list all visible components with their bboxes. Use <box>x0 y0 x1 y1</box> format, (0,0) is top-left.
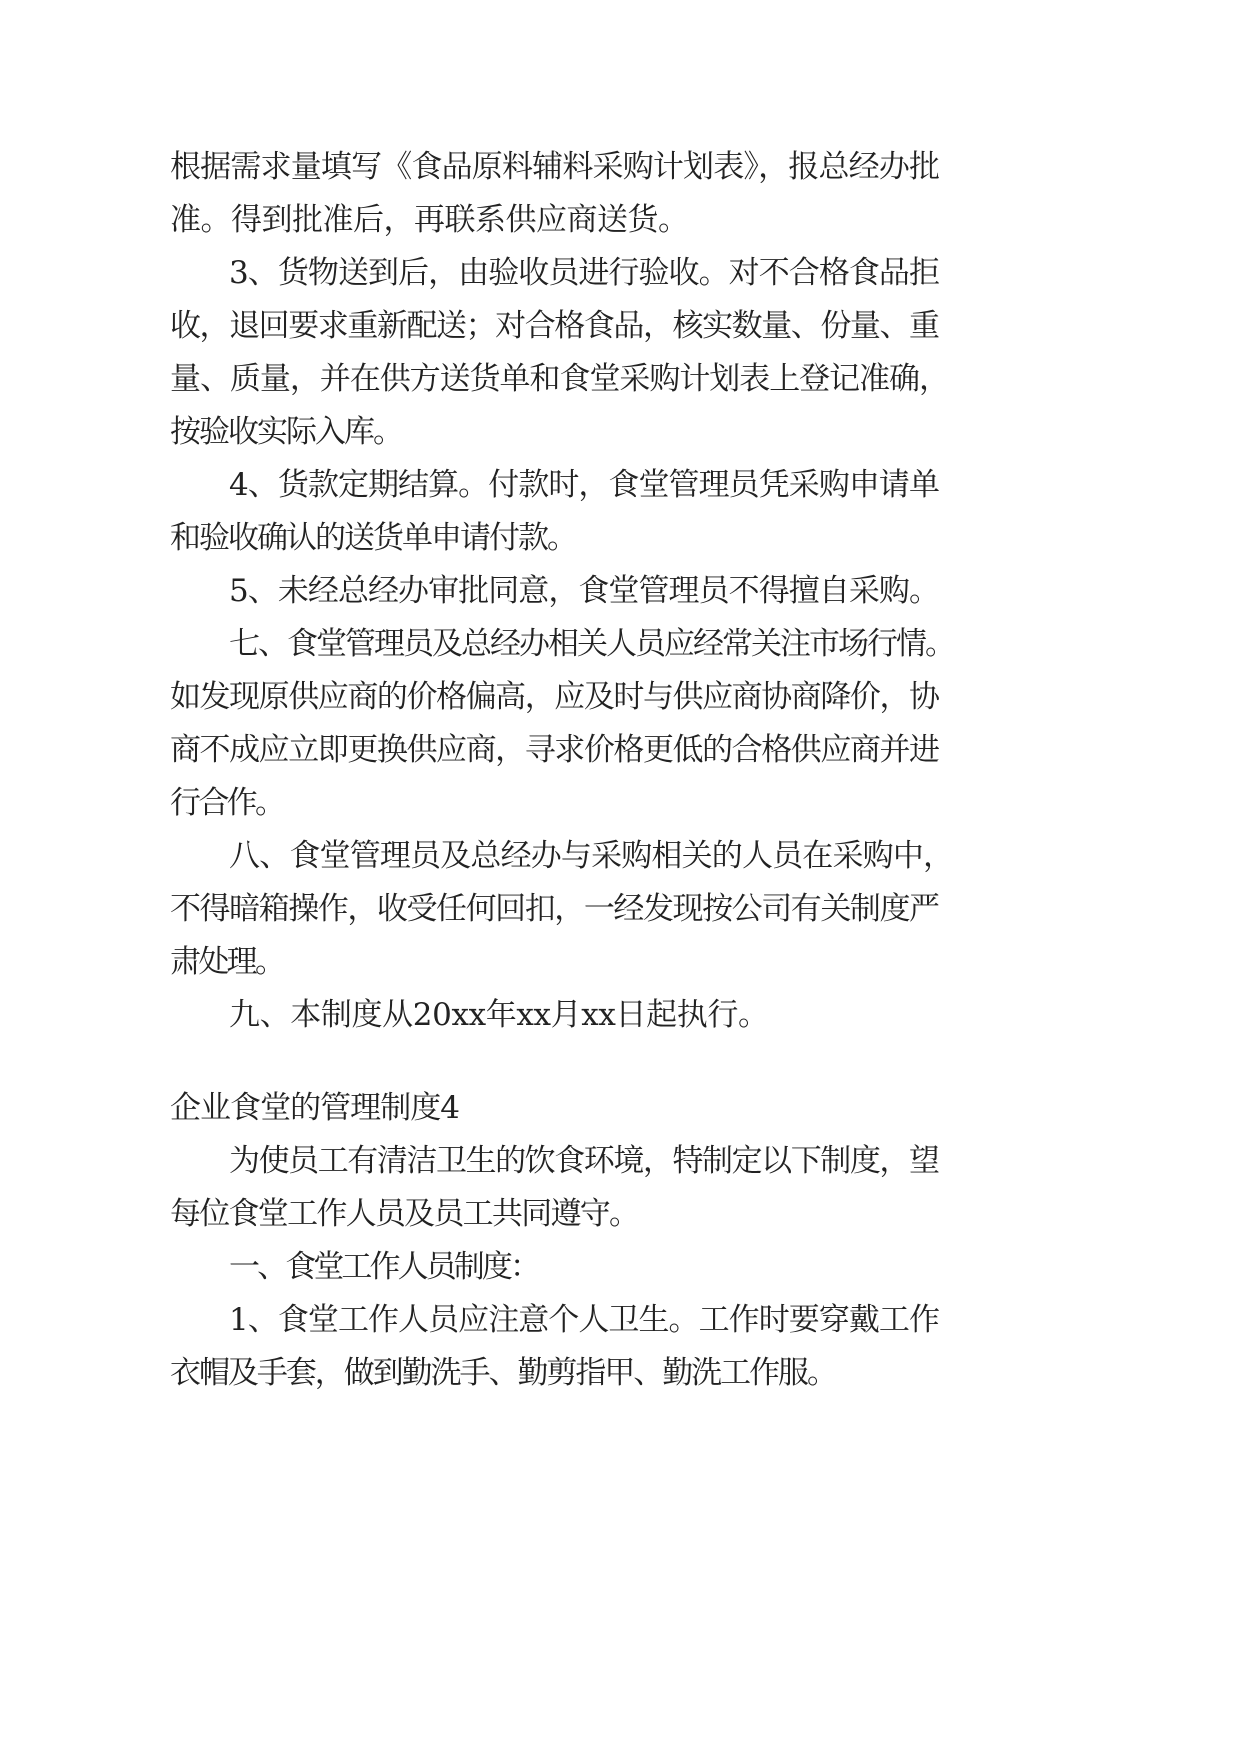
paragraph-line <box>0 1194 1241 1234</box>
line-text: 如发现原供应商的价格偏高，应及时与供应商协商降价，协 <box>170 679 939 715</box>
line-text: 收，退回要求重新配送；对合格食品，核实数量、份量、重 <box>170 308 939 344</box>
paragraph-line <box>0 306 1241 346</box>
line-text: 根据需求量填写《食品原料辅料采购计划表》，报总经办批 <box>170 149 940 185</box>
line-text: 商不成应立即更换供应商，寻求价格更低的合格供应商并进 <box>170 732 939 768</box>
paragraph-line <box>0 995 1241 1035</box>
paragraph-line <box>0 571 1241 611</box>
line-text: 准。得到批准后，再联系供应商送货。 <box>170 202 689 238</box>
line-text: 量、质量，并在供方送货单和食堂采购计划表上登记准确， <box>170 361 949 397</box>
line-text: 肃处理。 <box>170 944 284 980</box>
line-text: 5、未经总经办审批同意，食堂管理员不得擅自采购。 <box>229 573 940 609</box>
line-text: 按验收实际入库。 <box>170 414 402 450</box>
paragraph-line <box>0 624 1241 664</box>
line-text: 衣帽及手套，做到勤洗手、勤剪指甲、勤洗工作服。 <box>170 1355 836 1391</box>
heading-text: 企业食堂的管理制度4 <box>170 1090 460 1126</box>
line-text: 九、本制度从20xx年xx月xx日起执行。 <box>229 997 769 1033</box>
line-text: 不得暗箱操作，收受任何回扣，一经发现按公司有关制度严 <box>170 891 939 927</box>
line-text: 每位食堂工作人员及员工共同遵守。 <box>170 1196 639 1232</box>
paragraph-line <box>0 200 1241 240</box>
paragraph-line <box>0 518 1241 558</box>
line-text: 4、货款定期结算。付款时，食堂管理员凭采购申请单 <box>229 467 940 503</box>
paragraph-line <box>0 1300 1241 1340</box>
paragraph-line <box>0 465 1241 505</box>
line-text: 八、食堂管理员及总经办与采购相关的人员在采购中， <box>229 838 954 874</box>
paragraph-line <box>0 147 1241 187</box>
paragraph-line <box>0 889 1241 929</box>
paragraph-line <box>0 836 1241 876</box>
paragraph-line <box>0 359 1241 399</box>
line-text: 七、食堂管理员及总经办相关人员应经常关注市场行情。 <box>229 626 954 662</box>
line-text: 1、食堂工作人员应注意个人卫生。工作时要穿戴工作 <box>229 1302 940 1338</box>
line-text: 3、货物送到后，由验收员进行验收。对不合格食品拒 <box>229 255 940 291</box>
paragraph-line <box>0 1141 1241 1181</box>
line-text: 一、食堂工作人员制度： <box>229 1249 539 1285</box>
paragraph-line <box>0 1353 1241 1393</box>
line-text: 和验收确认的送货单申请付款。 <box>170 520 576 556</box>
paragraph-line <box>0 942 1241 982</box>
section-heading <box>0 1088 1241 1128</box>
paragraph-line <box>0 730 1241 770</box>
paragraph-line <box>0 412 1241 452</box>
paragraph-line <box>0 1247 1241 1287</box>
line-text: 行合作。 <box>170 785 284 821</box>
line-text: 为使员工有清洁卫生的饮食环境，特制定以下制度，望 <box>229 1143 939 1179</box>
paragraph-line <box>0 677 1241 717</box>
paragraph-line <box>0 783 1241 823</box>
paragraph-line <box>0 253 1241 293</box>
